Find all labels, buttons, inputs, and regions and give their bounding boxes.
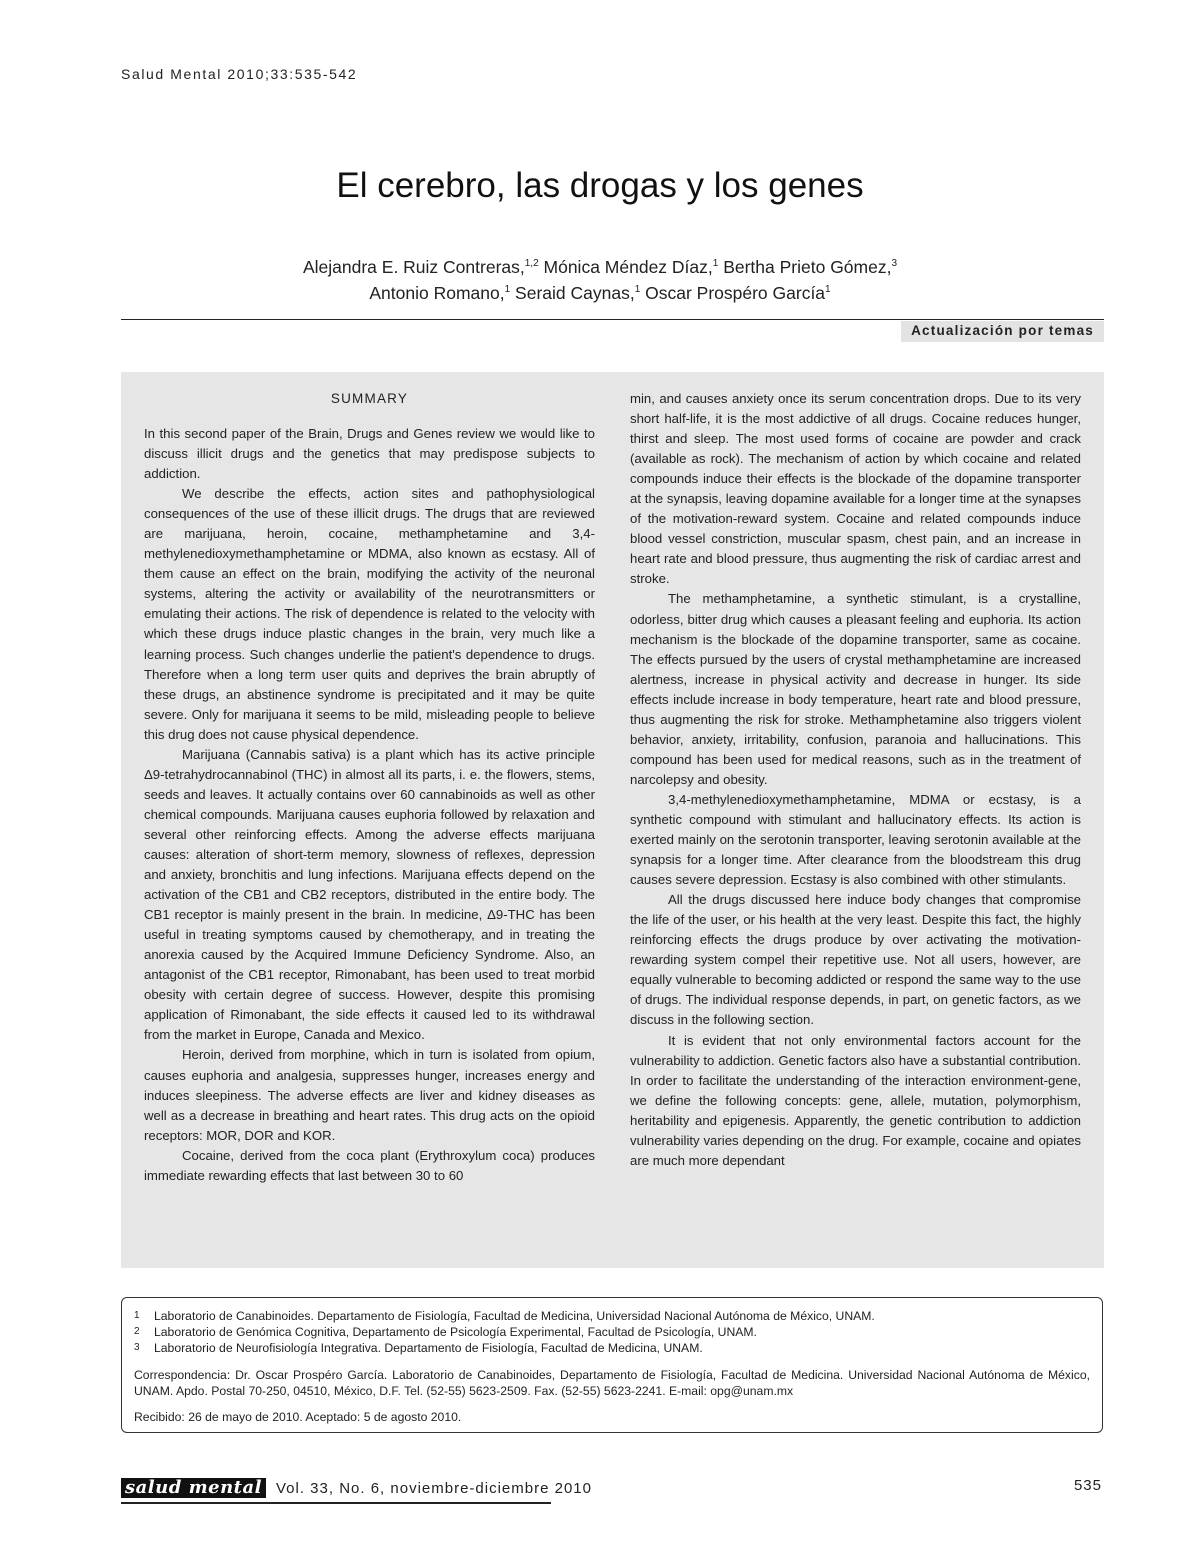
summary-paragraph: In this second paper of the Brain, Drugs and Genes review we would like to discuss illicit drugs and the genetics that may predispose subjects to addiction.: [144, 426, 595, 482]
summary-paragraph: The methamphetamine, a synthetic stimulant, is a crystalline, odorless, bitter drug which causes a pleasant feeling and euphoria. Its action mechanism is the blockade of the dopamine transporter, same as cocaine. The effects pursued by the users of crystal methamphetamine are increased alertness, increase in physical activity and decrease in hunger. Its side effects include increase in body temperature, heart rate and blood pressure, thus augmenting the risk for stroke. Methamphetamine also triggers violent behavior, anxiety, irritability, confusion, paranoia and hallucinations. This compound has been used for medical reasons, such as in the treatment of narcolepsy and obesity.: [630, 591, 1081, 787]
author-affil-sup: 1: [634, 284, 641, 296]
running-head: Salud Mental 2010;33:535-542: [121, 66, 358, 82]
affiliation-item: [134, 1324, 1090, 1340]
summary-paragraph: It is evident that not only environmental factors account for the vulnerability to addiction. Genetic factors also have a substantial contribution. In order to facilitate the understanding of the interaction environment-gene, we define the following concepts: gene, allele, mutation, polymorphism, heritability and epigenesis. Apparently, the genetic contribution to addiction vulnerability varies depending on the drug. For example, cocaine and opiates are much more dependant: [630, 1032, 1081, 1168]
header-divider: [121, 319, 1104, 320]
author-affil-sup: 3: [891, 258, 898, 270]
article-title: El cerebro, las drogas y los genes: [336, 166, 864, 205]
affiliation-item: [134, 1308, 1090, 1324]
section-tag: Actualización por temas: [901, 321, 1104, 342]
author-affil-sup: 1: [712, 258, 719, 270]
author-name: Antonio Romano,: [369, 283, 505, 303]
author-affil-sup: 1: [825, 284, 831, 296]
affiliations-box: [121, 1297, 1103, 1433]
summary-paragraph: Heroin, derived from morphine, which in turn is isolated from opium, causes euphoria and analgesia, suppresses hunger, increases energy and induces sleepiness. The adverse effects are liver and kidney diseases as well as a decrease in breathing and heart rates. This drug acts on the opioid receptors: MOR, DOR and KOR.: [144, 1047, 595, 1143]
author-affil-sup: 1: [504, 284, 511, 296]
journal-logo: salud mental: [121, 1478, 266, 1498]
affiliation-number: 3: [134, 1342, 140, 1353]
summary-paragraph: We describe the effects, action sites and pathophysiological consequences of the use of these illicit drugs. The drugs that are reviewed are marijuana, heroin, cocaine, methamphetamine and 3,4-methylenedioxymethamphetamine or MDMA, also known as ecstasy. All of them cause an effect on the brain, modifying the activity of the neuronal systems, altering the activity or availability of the neurotransmitters or emulating their actions. The risk of dependence is related to the velocity with which these drugs induce plastic changes in the brain, very much like a learning process. Such changes underlie the patient's dependence to drugs. Therefore when a long term user quits and deprives the brain abruptly of these drugs, an abstinence syndrome is precipitated and it may be quite severe. Only for marijuana it seems to be mild, misleading people to believe this drug does not cause physical dependence.: [144, 486, 595, 742]
author-name: Mónica Méndez Díaz,: [538, 257, 713, 277]
received-dates: Recibido: 26 de mayo de 2010. Aceptado: 5 de agosto 2010.: [134, 1410, 462, 1424]
summary-column-left: [144, 389, 595, 1259]
summary-paragraph: 3,4-methylenedioxymethamphetamine, MDMA or ecstasy, is a synthetic compound with stimulant and hallucinatory effects. Its action is exerted mainly on the serotonin transporter, leaving serotonin available at the synapsis for a longer time. After clearance from the bloodstream this drug causes severe depression. Ecstasy is also combined with other stimulants.: [630, 791, 1081, 888]
author-name: Alejandra E. Ruiz Contreras,: [302, 257, 525, 277]
affiliation-text: Laboratorio de Genómica Cognitiva, Departamento de Psicología Experimental, Facultad de Psicología, UNAM.: [154, 1325, 757, 1339]
summary-paragraph: min, and causes anxiety once its serum concentration drops. Due to its very short half-life, it is the most addictive of all drugs. Cocaine reduces hunger, thirst and sleep. The most used forms of cocaine are powder and crack (available as rock). The mechanism of action by which cocaine and related compounds induce their effects is the blockade of the dopamine transporter at the synapsis, leaving dopamine available for a longer time at the synapses of the motivation-reward system. Cocaine and related compounds induce blood vessel constriction, muscular spasm, chest pain, and an increase in heart rate and blood pressure, thus augmenting the risk of cardiac arrest and stroke.: [630, 391, 1081, 587]
author-affil-sup: 1,2: [524, 258, 539, 270]
affiliation-text: Laboratorio de Canabinoides. Departamento de Fisiología, Facultad de Medicina, Universidad Nacional Autónoma de México, UNAM.: [154, 1309, 875, 1323]
author-name: Oscar Prospéro García: [640, 283, 826, 303]
summary-heading: SUMMARY: [330, 391, 409, 406]
page-number: 535: [1073, 1477, 1102, 1494]
author-line-2: [0, 280, 1200, 306]
affiliation-text: Laboratorio de Neurofisiología Integrativa. Departamento de Fisiología, Facultad de Medicina, UNAM.: [154, 1341, 703, 1355]
footer-divider: [121, 1502, 551, 1504]
issue-info: Vol. 33, No. 6, noviembre-diciembre 2010: [275, 1479, 592, 1497]
author-line-1: [0, 254, 1200, 280]
footer-journal: [121, 1475, 592, 1501]
affiliation-number: 2: [134, 1326, 140, 1337]
author-name: Seraid Caynas,: [510, 283, 635, 303]
summary-paragraph: All the drugs discussed here induce body changes that compromise the life of the user, or his health at the very least. Despite this fact, the highly reinforcing effects the drugs produce by over activating the motivation-rewarding system compel their repetitive use. Not all users, however, are equally vulnerable to becoming addicted or respond the same way to the use of drugs. The individual response depends, in part, on genetic factors, as we discuss in the following section.: [630, 892, 1081, 1028]
correspondence: Correspondencia: Dr. Oscar Prospéro García. Laboratorio de Canabinoides, Departamento de Fisiología, Facultad de Medicina. Universidad Nacional Autónoma de México, UNAM. Apdo. Postal 70-250, 04510, México, D.F. Tel. (52-55) 5623-2509. Fax. (52-55) 5623-2241. E-mail: opg@unam.mx: [134, 1368, 1090, 1398]
summary-paragraph: Cocaine, derived from the coca plant (Erythroxylum coca) produces immediate rewarding effects that last between 30 to 60: [144, 1147, 595, 1183]
summary-box: [121, 372, 1104, 1268]
affiliation-item: [134, 1340, 1090, 1356]
affiliation-number: 1: [134, 1310, 140, 1321]
author-name: Bertha Prieto Gómez,: [718, 257, 892, 277]
author-list: [0, 254, 1200, 306]
summary-column-right: [630, 389, 1081, 1259]
summary-paragraph: Marijuana (Cannabis sativa) is a plant which has its active principle Δ9-tetrahydrocannabinol (THC) in almost all its parts, i. e. the flowers, stems, seeds and leaves. It actually contains over 60 cannabinoids as well as other chemical compounds. Marijuana causes euphoria followed by relaxation and several other reinforcing effects. Among the adverse effects marijuana causes: alteration of short-term memory, slowness of reflexes, depression and anxiety, bronchitis and lung infections. Marijuana effects depend on the activation of the CB1 and CB2 receptors, distributed in the entire body. The CB1 receptor is mainly present in the brain. In medicine, Δ9-THC has been useful in treating symptoms caused by chemotherapy, and in treating the anorexia caused by the Acquired Immune Deficiency Syndrome. Also, an antagonist of the CB1 receptor, Rimonabant, has been used to treat morbid obesity with certain degree of success. However, despite this promising application of Rimonabant, the side effects it caused led to its withdrawal from the market in Europe, Canada and Mexico.: [144, 746, 595, 1043]
